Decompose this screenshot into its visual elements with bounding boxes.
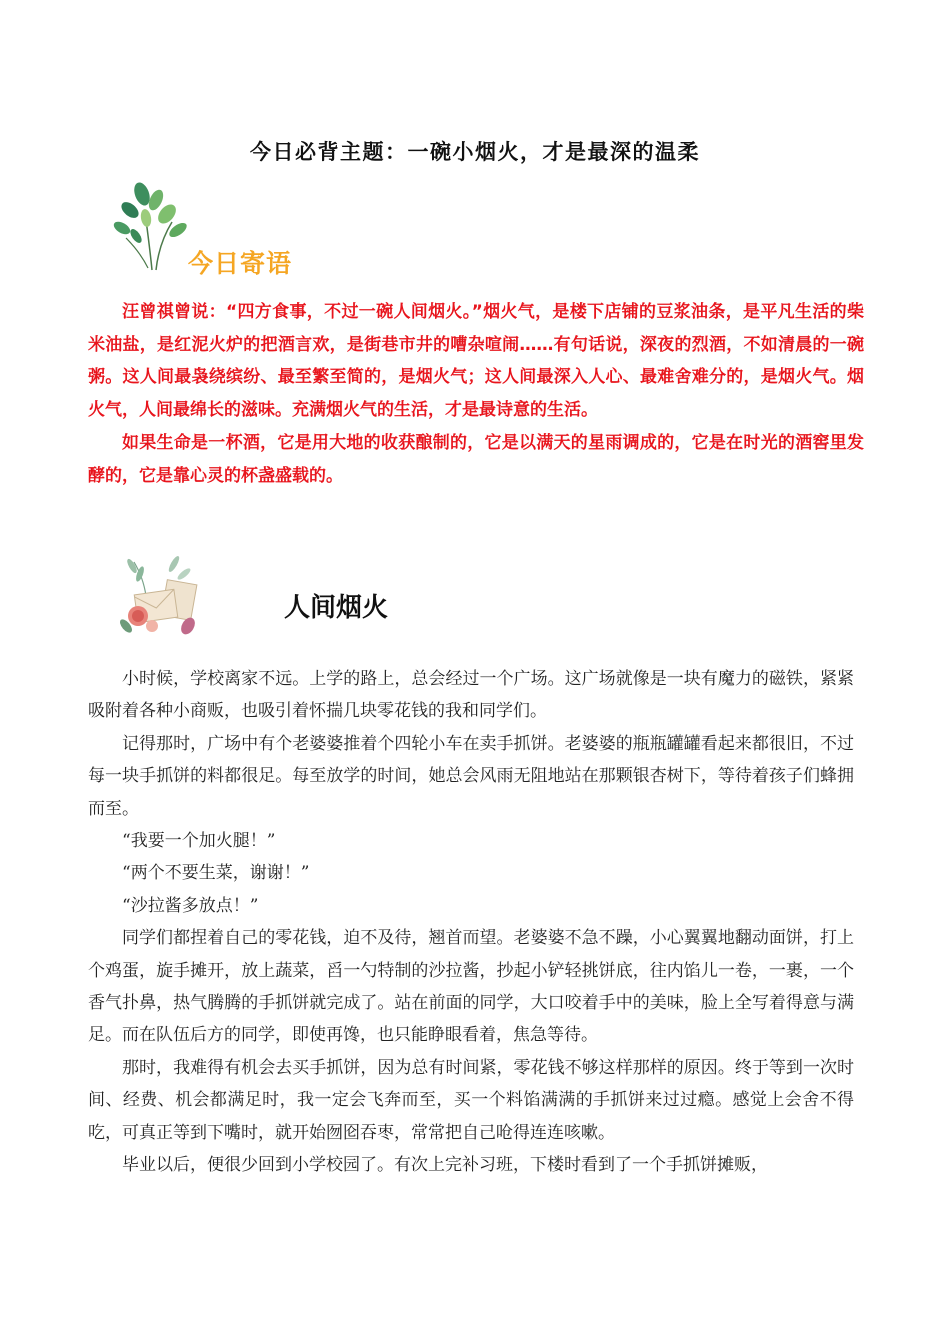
essay-body: [88, 663, 854, 1182]
page-title: 今日必背主题：一碗小烟火，才是最深的温柔: [250, 139, 700, 164]
section-heading-fireworks: 人间烟火: [284, 593, 389, 623]
essay-paragraph: 那时，我难得有机会去买手抓饼，因为总有时间紧，零花钱不够这样那样的原因。终于等到一次时间、经费、机会都满足时，我一定会飞奔而至，买一个料馅满满的手抓饼来过过瘾。感觉上会舍不得吃，可真正等到下嘴时，就开始囫囵吞枣，常常把自己呛得连连咳嗽。: [88, 1057, 854, 1143]
greeting-paragraph: 汪曾祺曾说：“四方食事，不过一碗人间烟火。”烟火气，是楼下店铺的豆浆油条，是平凡生活的柴米油盐，是红泥火炉的把酒言欢，是街巷市井的嘈杂喧闹……有句话说，深夜的烈酒，不如清晨的一碗粥。这人间最袅绕缤纷、最至繁至简的，是烟火气；这人间最深入人心、最难舍难分的，是烟火气。烟火气，人间最绵长的滋味。充满烟火气的生活，才是最诗意的生活。: [88, 302, 865, 421]
essay-paragraph: “两个不要生菜，谢谢！”: [122, 863, 310, 884]
greeting-text-block: [88, 296, 864, 492]
essay-paragraph: 毕业以后，便很少回到小学校园了。有次上完补习班，下楼时看到了一个手抓饼摊贩，: [122, 1155, 768, 1176]
essay-paragraph: “沙拉酱多放点！”: [122, 895, 259, 916]
essay-paragraph: 小时候，学校离家不远。上学的路上，总会经过一个广场。这广场就像是一块有魔力的磁铁，紧紧吸附着各种小商贩，也吸引着怀揣几块零花钱的我和同学们。: [88, 669, 854, 722]
essay-paragraph: 同学们都捏着自己的零花钱，迫不及待，翘首而望。老婆婆不急不躁，小心翼翼地翻动面饼，打上个鸡蛋，旋手摊开，放上蔬菜，舀一勺特制的沙拉酱，抄起小铲轻挑饼底，往内馅儿一卷，一裹，一个香气扑鼻，热气腾腾的手抓饼就完成了。站在前面的同学，大口咬着手中的美味，脸上全写着得意与满足。而在队伍后方的同学，即使再馋，也只能睁眼看着，焦急等待。: [88, 928, 854, 1046]
essay-paragraph: 记得那时，广场中有个老婆婆推着个四轮小车在卖手抓饼。老婆婆的瓶瓶罐罐看起来都很旧，不过每一块手抓饼的料都很足。每至放学的时间，她总会风雨无阻地站在那颗银杏树下，等待着孩子们蜂拥而至。: [88, 733, 854, 819]
letters-flowers-illustration-icon: [114, 552, 206, 644]
essay-paragraph: “我要一个加火腿！”: [122, 831, 276, 852]
section-heading-greeting: 今日寄语: [188, 249, 293, 278]
plant-illustration-icon: [112, 180, 192, 272]
greeting-paragraph: 如果生命是一杯酒，它是用大地的收获酿制的，它是以满天的星雨调成的，它是在时光的酒窖里发酵的，它是靠心灵的杯盏盛载的。: [88, 432, 864, 486]
